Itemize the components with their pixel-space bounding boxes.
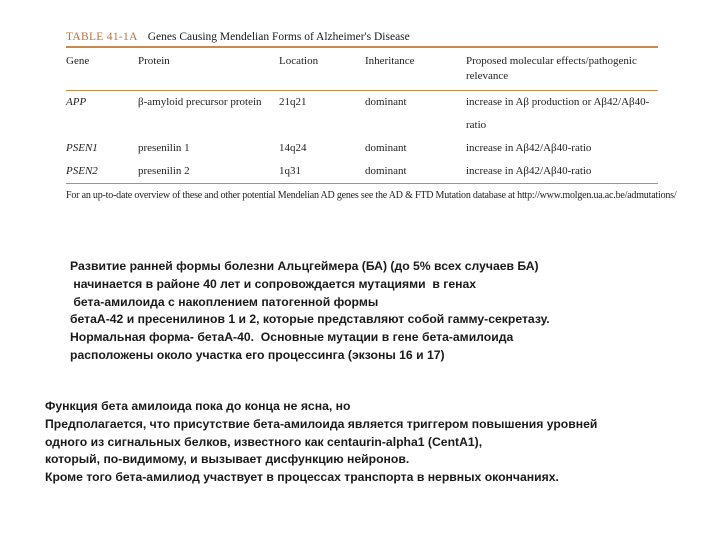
paragraph-line: одного из сигнальных белков, известного как centaurin-alpha1 (CentA1),	[45, 434, 483, 449]
cell-effect: increase in Aβ production or Aβ42/Aβ40-ratio	[466, 95, 650, 131]
table-row	[66, 160, 658, 183]
cell-gene: PSEN2	[66, 164, 98, 177]
header-effects-line2: relevance	[466, 69, 509, 82]
table-label: TABLE 41-1A	[66, 31, 138, 43]
paragraph-early-onset	[70, 258, 670, 365]
header-effects	[466, 48, 658, 90]
table-caption: Genes Causing Mendelian Forms of Alzheimer's Disease	[147, 31, 410, 43]
paragraph-line: Развитие ранней формы болезни Альцгеймера (БА) (до 5% всех случаев БА)	[70, 259, 539, 273]
header-effects-line1: Proposed molecular effects/pathogenic	[466, 54, 637, 67]
cell-location: 21q21	[279, 95, 307, 108]
paragraph-line: Кроме того бета-амилиод участвует в процессах транспорта в нервных окончаниях.	[45, 470, 559, 485]
genes-table-block	[66, 28, 677, 201]
cell-protein: presenilin 1	[138, 141, 190, 154]
header-inheritance: Inheritance	[365, 54, 415, 67]
paragraph-line: бетаА-42 и пресенилинов 1 и 2, которые представляют собой гамму-секретазу.	[70, 312, 550, 327]
cell-gene: PSEN1	[66, 141, 98, 154]
table-header-row	[66, 48, 658, 90]
paragraph-line: расположены около участка его процессинга (экзоны 16 и 17)	[70, 347, 445, 362]
cell-gene: APP	[66, 95, 87, 108]
header-gene: Gene	[66, 54, 90, 67]
cell-location: 1q31	[279, 164, 301, 177]
paragraph-line: бета-амилоида с накоплением патогенной формы	[70, 294, 379, 309]
cell-inheritance: dominant	[365, 95, 407, 108]
cell-protein: presenilin 2	[138, 164, 190, 177]
paragraph-line: Предполагается, что присутствие бета-амилоида является триггером повышения уровней	[45, 416, 598, 431]
cell-protein: β-amyloid precursor protein	[138, 95, 262, 108]
paragraph-line: начинается в районе 40 лет и сопровождается мутациями в генах	[70, 276, 477, 291]
cell-effect: increase in Aβ42/Aβ40-ratio	[466, 164, 592, 177]
cell-location: 14q24	[279, 141, 307, 154]
cell-inheritance: dominant	[365, 141, 407, 154]
paragraph-line: который, по-видимому, и вызывает дисфункцию нейронов.	[45, 452, 410, 467]
table-title	[66, 28, 658, 46]
table-footnote: For an up-to-date overview of these and other potential Mendelian AD genes see the AD & FTD Mutation database at http://www.molgen.ua.ac.be/admutations/	[66, 190, 677, 201]
cell-inheritance: dominant	[365, 164, 407, 177]
genes-table	[66, 48, 658, 185]
cell-effect: increase in Aβ42/Aβ40-ratio	[466, 141, 592, 154]
header-location: Location	[279, 54, 319, 67]
table-row	[66, 91, 658, 137]
table-row	[66, 137, 658, 160]
header-protein: Protein	[138, 54, 170, 67]
paragraph-line: Нормальная форма- бетаА-40. Основные мутации в гене бета-амилоида	[70, 330, 514, 345]
paragraph-amyloid-function	[45, 398, 715, 487]
paragraph-line: Функция бета амилоида пока до конца не ясна, но	[45, 399, 351, 413]
